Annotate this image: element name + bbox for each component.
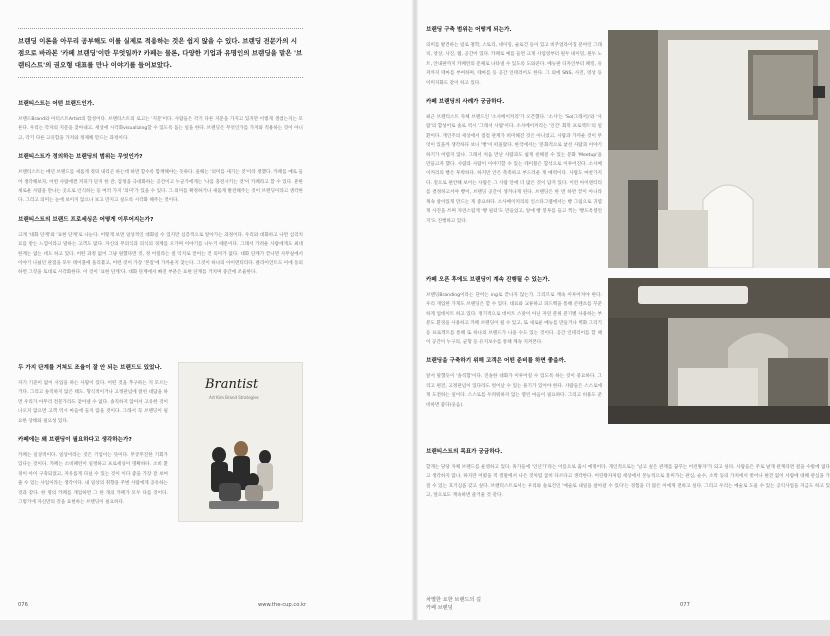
- people-illustration: [179, 363, 303, 522]
- answer-text: 최근 브랜티스트 자체 브랜드인 '소사베이커리'가 오픈했다. '소사'는 'So(그래서)'와 '사람'의 합성어로 솔로 역시 '그래서 사람'이다. 소사베이커리는 '인간' 회복 프로젝트'의 일환이다. 개인주의 세상에서 점점 관계가 희미해진 것은 아니었고, 사람과 가까운 것이 무엇이 있을까 생각하다 보니 '빵'이 떠올랐다. 한국에서는 '문화적으로 낯선 사람과 이야기하기가 어렵지 않나. 그래서 처음 만난 사람과도 쉽게 친해질 수 있는 문화 'Meetup'을 만들고자 했다. 사람과 사람이 이야기할 수 있는 테이블은 합석으로 이루어진다. 소사베이커리의 빵은 투박하다. 하지만 안은 촉촉하고 부드러운 게 매력이다. 사람도 마찬가지다. 겉으로 편안해 보이는 사람은 그 사람 안에 더 많은 것이 담겨 있다. 이런 아이덴티티를 결정하고서야 빵이, 브랜딩 공간이 생겨나게 된다. 브랜딩은 한 번 하면 끝이 아니라 계속 살아있게 만드는 게 중요하다. 소사베이커리의 인스타그램에서는 빵 그림으로 귀엽게 사진을 쓰며 자연스럽게 '빵 필터'도 만들었고, 앞에 빵 봉투를 들고 찍는 '빵도옥셀린지'도 진행하고 있다.: [426, 115, 602, 224]
- divider-dotted: [18, 28, 303, 29]
- question-heading: 카페 오픈 후에도 브랜딩이 계속 진행될 수 있는가.: [426, 277, 550, 283]
- folio-page-number: 077: [680, 602, 690, 608]
- article-column-mid-right: [426, 272, 602, 444]
- brantist-cover-photo: [178, 362, 303, 522]
- folio-title: 차별한 요한 브랜드의 길: [426, 597, 482, 603]
- folio-website: www.the-cup.co.kr: [258, 602, 307, 608]
- page-bottom-shadow: [0, 620, 830, 636]
- article-column-bottom-right: [426, 446, 830, 596]
- article-column-top-right: [426, 22, 602, 270]
- bakery-exterior-photo: [608, 30, 830, 268]
- question-heading: 두 가지 단계를 거쳐도 조율이 잘 안 되는 브랜드도 있었나.: [18, 365, 162, 371]
- intro-block: [18, 22, 303, 84]
- left-page: [0, 0, 412, 620]
- lead-paragraph: 브랜딩 이론을 아무리 공부해도 이를 실제로 적용하는 것은 쉽지 않을 수 있다. 브랜딩 전문가의 시점으로 바라본 '카페 브랜딩'이란 무엇일까? 카페는 물론, 다양한 기업과 유명인의 브랜딩을 맡은 '브랜티스트'의 권오형 대표를 만나 이야기를 들어보았다.: [18, 37, 303, 69]
- answer-text: 크게 '대화 단계'와 '표현 단계'로 나눈다. 어떻게 보면 일상적인 대화일 수 있지만 심층적으로 알아가는 과정이다. 우리와 대화하고 나면 심리치료를 받는 느낌이라고 말하는 고객도 많다. 자신의 무의식과 의식의 경계를 오가며 이야기를 나누기 때문이다. 그래서 가려운 사람에게도 최대 한계는 없는 데도 하고 있다. 어떤 과정 없이 그냥 원했다면 것, 정 어릴라는 걸 익지로 꿀어는 건 의미가 없다. 대화 단계가 끝나면 사무실에서 이야기 나눴던 관점을 모두 테이블에 올리붙고, 어떤 것이 가장 '본질'에 가까운지 찾는다. 그것이 하나의 아이덴티티다. 클라이언트도 이에 동의하면 그것을 토대로 시각화한다. 이 것이 '표현 단계'다. 대화 단계에서 빠진 부분은 표현 단계를 거치며 중간에 조율한다.: [18, 232, 303, 276]
- answer-text: 브랜드Brand와 아티스트Artist의 합성어다. 브랜티스트의 로고는 '지문'이다. 사람들은 각기 다른 지문을 가지고 있지만 이렇게 생겼는지는 모른다. 우리는 각자의 지문을 찾아내고, 세상에 시각화visualizing할 수 있도록 돕는 일을 한다. 브랜딩은 무엇인가를 가져와 적용하는 것이 아니고, 각기 다른 고유함을 가져와 정제해 만드는 과정이다.: [18, 117, 303, 141]
- right-page: [418, 0, 830, 620]
- answer-text: 브랜딩Branding이라는 단어는 ing로 끝나지 않는가. 그리므로 계속 이루어져야 한다. 우리 개업한 가게도 브랜딩은 할 수 있다. 대표와 교류하고 피드백을 통해 콘텐츠를 꾸준하게 업데이트 하고 있다. 정기적으로 데이트 스팟이 아닌 자연 분위 분기별 사용하는 부분도 환경을 사용하고 카페 브랜딩이 될 수 있고, 또 새로운 메뉴를 만들거나 벽화 그리기 등 프로젝트를 통해 또 하나의 브랜드가 나올 수도 있는 것이다. 공간 인테리어를 할 때 이 공간이 누구의, 균형 등 유지보수를 통해 계속 지켜본다.: [426, 293, 602, 346]
- question-heading: 브랜티스트의 목표가 궁금하다.: [426, 449, 503, 455]
- bakery-interior-photo: [608, 278, 830, 424]
- answer-text: 자기 기준이 없이 사업을 하는 사람이 있다. 어떤 것을 추구하는 지 모르는 거다. 그리고 솔직하지 않은 태도. 형식적이거나 고정관념에 얽힌 대답을 하면 우리가 아무리 전문가라도 찾아낼 수 없다. 솔직하지 않아서 고유한 것이 나오지 않으면 고객 역시 마음에 들지 않을 것이다. 그래서 꼭 브랜딩이 필요한 상태와 필요성 있다.: [18, 381, 168, 424]
- answer-text: 할게는 당당 자체 브랜드를 운영하고 있다. 휴가들에 '인산가'라는 이름으로 출시 예정이다. 개인적으로는 '날고 싶은 관계를 꿈꾸는 어린왕자'가 되고 싶다. 사람들은 주로 낱개 관계라면 걸을 수밖에 없다고 생각하지 않나. 하지만 어렸을 적 결말에서 나은 것처럼 굽히 다르다고 생각한다. 어린왕자처럼 세상에서 본능적으로 흥미가는 관심, 순수, 소박 등의 가치에서 벗어나 편견 없이 사람에 대해 관심을 가질 수 있는 호기심을 갖고 싶다. 브랜티스트로서는 우리와 솔로건인 '예술로 내일을 살아갈 수 있다'는 경험을 더 많은 이에게 전하고 싶다. 그리고 우리는 예술로 도울 수 있는 공익사업을 지금도 하고 있고, 앞으로도 계속하면 즐거울 것 같다.: [426, 465, 830, 499]
- question-heading: 브랜딩을 구축하기 위해 고객은 어떤 준비를 하면 좋을까.: [426, 358, 567, 365]
- cover-subtitle: Art Kim Brand Strategies: [209, 395, 259, 400]
- question-heading: 브랜티스트가 정의하는 브랜딩의 범위는 무엇인가?: [18, 154, 143, 161]
- article-column-top: [18, 98, 303, 360]
- question-heading: 브랜티스트의 브랜드 프로세싱은 어떻게 이루어지는가?: [18, 216, 154, 223]
- cover-title-text: Brantist: [205, 377, 259, 392]
- question-heading: 브랜딩 구축 범위는 어떻게 되는가.: [426, 27, 512, 33]
- question-heading: 카페 브랜딩의 사례가 궁금하다.: [426, 99, 505, 106]
- article-column-bottom: [18, 362, 168, 592]
- folio-section: [426, 596, 481, 612]
- folio-page-number: 076: [18, 602, 28, 608]
- answer-text: 카페는 일상적이다. 일상이라는 것은 기업이는 뜻이다. 무궁무진한 기회가 있다는 것이다. 카페는 소비패턴이 일정하고 프로세싱이 명확하다. 소비 환경이 아이 구축되었고, 자유롭게 다닐 수 있는 것이 이다 좋을 가장 잘 보여줄 수 있는 사업이라는 생각이다. 내 일상의 취향을 주변 사람에게 공유하는 것과 같다. 한 명의 카페를 개업하면 그 한 개의 카페가 모두 다를 것이다. 그렇기에 자신만의 것을 표현하는 브랜딩이 필요하다.: [18, 453, 168, 506]
- question-heading: 브랜티스트는 어떤 브랜드인가.: [18, 101, 95, 107]
- question-heading: 카페에는 왜 브랜딩이 필요하다고 생각하는가?: [18, 437, 132, 444]
- folio-subtitle: 카페 브랜딩: [426, 605, 453, 611]
- answer-text: 앞서 말했듯이 '솔직함'이다. 진솔한 대화가 이루어질 수 있도록 하는 것이 중요하다. 그리고 편견, 고정관념이 있다라도 벗어날 수 있는 용기가 있어야 한다. 사람들은 스스로에게 도전하는 일이다. 스스로를 두려워하지 않는 열린 마음이 필요하다. 그리고 비용도 준비하면 좋다(웃음).: [426, 374, 602, 408]
- answer-text: 브랜티스트는 매년 브랜드를 새롭게 정의 내리곤 하는데 하면 할수록 함께해야는 듯하다. 올해는 '의미를 새기는 것'이라 정했다. 카페를 예로 들어 생각해보자, 어떤 사람에겐 커피가 단지 한 잔, 감정을 극대화하는 공간이고 누군가에게는 '나를 충전시키는 것'이 카페라고 할 수 있다. 흔한 새로운 사람을 만나는 곳으로 인식하는 등 여러 가지 '의미'가 있을 수 있다. 그 의미를 확정하거나 새롭게 발견해주는 것이 브랜딩이라고 생각한다. 그리고 의미는 눈에 보이지 않으나 보고 만지고 실도록 시각화 해주는 것이다.: [18, 170, 303, 204]
- answer-text: 의미를 발견하는 일로 철학, 스토리, 네이밍, 슬로건 등이 있고 비주얼라이징 분야인 그래픽, 영상, 사진, 웹, 공간이 있다. 카페로 예를 들면 크게 사업영부터 원두 네이밍, 원두 노트, 안내판까지 카페만의 문체로 나타낼 수 있도록 도와준다. 메뉴판 디자인부터 패킹, 유저까지 테마를 부여하며, 테마를 등 공간 인테리어도 한다. 그 외에 SNS, 사진, 영상 등 이미지화도 같이 하고 있다.: [426, 43, 602, 86]
- interior-illustration: [608, 278, 830, 424]
- exterior-illustration: [608, 30, 830, 268]
- divider-dotted: [18, 77, 303, 78]
